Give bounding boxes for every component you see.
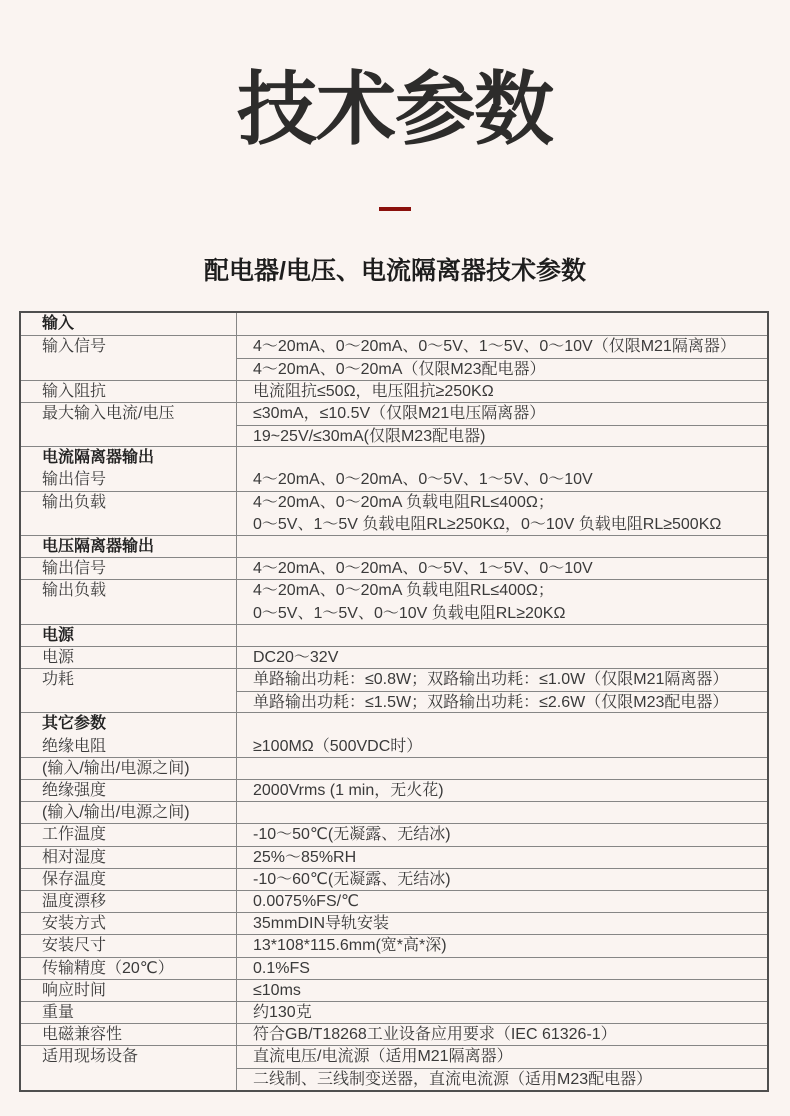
row-value-cell xyxy=(237,869,767,890)
row-label: 输出负载 xyxy=(42,582,107,600)
row-value: 4～20mA、0～20mA、0～5V、1～5V、0～10V xyxy=(253,560,593,578)
row-label: 保存温度 xyxy=(42,870,107,888)
row-value-cell xyxy=(237,381,767,402)
row-value: 直流电压/电流源（适用M21隔离器） xyxy=(253,1048,513,1066)
section-header-label: 电压隔离器输出 xyxy=(42,537,155,555)
value-spacer xyxy=(237,713,767,735)
row-label-cell xyxy=(21,447,237,490)
row-value: 2000Vrms (1 min，无火花) xyxy=(253,782,444,800)
row-label: 输出信号 xyxy=(42,471,107,489)
section-header-label: 电流隔离器输出 xyxy=(42,449,155,467)
row-label-cell xyxy=(21,1024,237,1045)
table-row xyxy=(21,846,767,868)
row-value-cell xyxy=(237,647,767,668)
accent-divider xyxy=(379,207,411,211)
row-label-cell xyxy=(21,625,237,646)
row-label: 绝缘强度 xyxy=(42,782,107,800)
row-label: 温度漂移 xyxy=(42,892,107,910)
row-value: 0.1%FS xyxy=(253,959,310,977)
table-row xyxy=(21,1001,767,1023)
table-row xyxy=(21,1023,767,1045)
table-row xyxy=(21,646,767,668)
row-value: -10～60℃(无凝露、无结冰) xyxy=(253,870,451,888)
row-value: 4～20mA、0～20mA（仅限M23配电器） xyxy=(237,358,767,379)
table-row xyxy=(21,823,767,845)
row-label-cell xyxy=(21,558,237,579)
table-row xyxy=(21,535,767,557)
table-row xyxy=(21,1045,767,1089)
row-label-cell xyxy=(21,580,237,623)
row-label-cell xyxy=(21,1002,237,1023)
row-value: 电流阻抗≤50Ω，电压阻抗≥250KΩ xyxy=(253,382,494,400)
row-value-cell xyxy=(237,492,767,535)
row-label-cell xyxy=(21,381,237,402)
row-value: DC20～32V xyxy=(253,648,339,666)
row-value: ≤30mA，≤10.5V（仅限M21电压隔离器） xyxy=(253,404,546,422)
row-value: -10～50℃(无凝露、无结冰) xyxy=(253,826,451,844)
row-label-cell xyxy=(21,891,237,912)
row-label-cell xyxy=(21,336,237,379)
row-label-cell xyxy=(21,647,237,668)
section-header-label: 其它参数 xyxy=(42,715,107,733)
table-row xyxy=(21,868,767,890)
row-value-cell xyxy=(237,935,767,956)
table-row xyxy=(21,934,767,956)
row-value: 单路输出功耗：≤0.8W；双路输出功耗：≤1.0W（仅限M21隔离器） xyxy=(253,671,729,689)
table-row xyxy=(21,557,767,579)
table-row xyxy=(21,446,767,490)
row-value-cell xyxy=(237,780,767,801)
row-value-cell xyxy=(237,669,767,712)
row-value: 25%～85%RH xyxy=(253,848,357,866)
row-label: 适用现场设备 xyxy=(42,1048,139,1066)
row-label: 电源 xyxy=(42,648,75,666)
row-label: 输出负载 xyxy=(42,493,107,511)
row-label-cell xyxy=(21,935,237,956)
row-label: 传输精度（20℃） xyxy=(42,959,174,977)
row-label: 最大输入电流/电压 xyxy=(42,404,175,422)
row-value-cell xyxy=(237,558,767,579)
row-value-cell xyxy=(237,713,767,756)
row-value: 0～5V、1～5V、0～10V 负载电阻RL≥20KΩ xyxy=(253,604,566,622)
table-row xyxy=(21,757,767,779)
row-value-cell xyxy=(237,802,767,823)
row-value-cell xyxy=(237,536,767,557)
row-label: 电磁兼容性 xyxy=(42,1026,123,1044)
row-label-cell xyxy=(21,313,237,335)
row-value: 19~25V/≤30mA(仅限M23配电器) xyxy=(237,425,767,446)
section-header-label: 输入 xyxy=(42,315,75,332)
row-value-cell xyxy=(237,847,767,868)
value-spacer xyxy=(237,447,767,469)
table-row xyxy=(21,979,767,1001)
row-label-cell xyxy=(21,1046,237,1089)
row-label: 输入信号 xyxy=(42,338,107,356)
row-label-cell xyxy=(21,713,237,756)
row-value: ≤10ms xyxy=(253,981,301,999)
table-row xyxy=(21,779,767,801)
row-value-cell xyxy=(237,625,767,646)
row-value: 35mmDIN导轨安装 xyxy=(253,915,390,933)
row-value-cell xyxy=(237,403,767,446)
table-row xyxy=(21,890,767,912)
row-value: 4～20mA、0～20mA、0～5V、1～5V、0～10V xyxy=(253,471,593,489)
row-label: 功耗 xyxy=(42,671,75,689)
section-header-label: 电源 xyxy=(42,626,75,644)
table-row xyxy=(21,957,767,979)
row-value: 符合GB/T18268工业设备应用要求（IEC 61326-1） xyxy=(253,1026,617,1044)
row-label: 输入阻抗 xyxy=(42,382,107,400)
table-row xyxy=(21,335,767,379)
spec-table xyxy=(19,311,769,1092)
row-value: 13*108*115.6mm(宽*高*深) xyxy=(253,937,447,955)
row-value: 二线制、三线制变送器，直流电流源（适用M23配电器） xyxy=(237,1068,767,1089)
row-value-cell xyxy=(237,824,767,845)
row-value-cell xyxy=(237,313,767,335)
row-value-cell xyxy=(237,580,767,623)
row-value-cell xyxy=(237,1046,767,1089)
row-value: 单路输出功耗：≤1.5W；双路输出功耗：≤2.6W（仅限M23配电器） xyxy=(237,691,767,712)
row-value-cell xyxy=(237,447,767,490)
row-value-cell xyxy=(237,1002,767,1023)
table-row xyxy=(21,801,767,823)
row-value-cell xyxy=(237,891,767,912)
row-value-cell xyxy=(237,1024,767,1045)
row-value: 4～20mA、0～20mA、0～5V、1～5V、0～10V（仅限M21隔离器） xyxy=(253,338,736,356)
row-value: 约130克 xyxy=(253,1003,312,1021)
row-value: 4～20mA、0～20mA 负载电阻RL≤400Ω； xyxy=(253,493,554,511)
row-value-cell xyxy=(237,758,767,779)
row-value: 0.0075%FS/℃ xyxy=(253,892,360,910)
table-row xyxy=(21,313,767,335)
row-label-cell xyxy=(21,913,237,934)
row-value-cell xyxy=(237,980,767,1001)
row-label-cell xyxy=(21,780,237,801)
row-value: ≥100MΩ（500VDC时） xyxy=(253,737,423,755)
page-title: 技术参数 xyxy=(237,65,553,154)
row-label-cell xyxy=(21,403,237,446)
row-label-cell xyxy=(21,536,237,557)
row-label-cell xyxy=(21,869,237,890)
table-row xyxy=(21,380,767,402)
row-label: 响应时间 xyxy=(42,981,107,999)
row-label: 重量 xyxy=(42,1003,75,1021)
table-row xyxy=(21,624,767,646)
row-label-cell xyxy=(21,847,237,868)
table-row xyxy=(21,402,767,446)
row-label: 输出信号 xyxy=(42,560,107,578)
row-label-cell xyxy=(21,492,237,535)
row-label-cell xyxy=(21,758,237,779)
row-label: 相对湿度 xyxy=(42,848,107,866)
row-label: 工作温度 xyxy=(42,826,107,844)
row-label: 绝缘电阻 xyxy=(42,737,107,755)
row-label-cell xyxy=(21,802,237,823)
table-row xyxy=(21,579,767,623)
table-row xyxy=(21,668,767,712)
table-row xyxy=(21,491,767,535)
row-label-cell xyxy=(21,669,237,712)
row-value-cell xyxy=(237,958,767,979)
row-label-cell xyxy=(21,958,237,979)
table-row xyxy=(21,712,767,756)
row-value-cell xyxy=(237,336,767,379)
row-value: 0～5V、1～5V 负载电阻RL≥250KΩ，0～10V 负载电阻RL≥500KΩ xyxy=(253,515,722,533)
table-row xyxy=(21,912,767,934)
row-label: (输入/输出/电源之间) xyxy=(42,759,190,777)
row-value: 4～20mA、0～20mA 负载电阻RL≤400Ω； xyxy=(253,582,554,600)
table-caption: 配电器/电压、电流隔离器技术参数 xyxy=(204,257,586,285)
row-label-cell xyxy=(21,824,237,845)
row-value-cell xyxy=(237,913,767,934)
row-label: 安装尺寸 xyxy=(42,937,107,955)
row-label: 安装方式 xyxy=(42,915,107,933)
row-label: (输入/输出/电源之间) xyxy=(42,804,190,822)
row-label-cell xyxy=(21,980,237,1001)
